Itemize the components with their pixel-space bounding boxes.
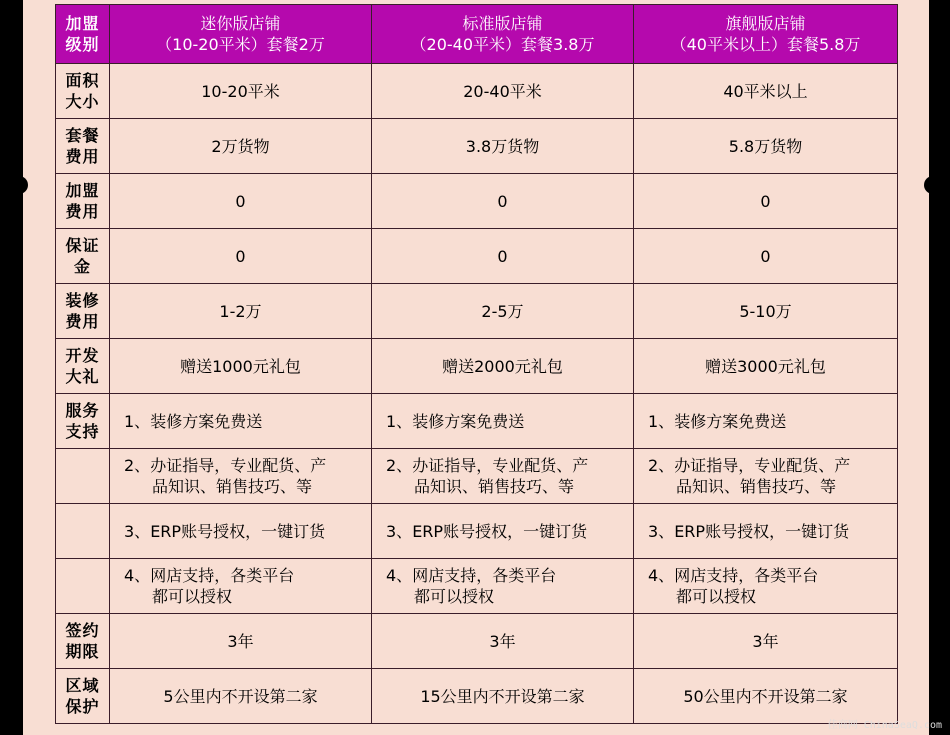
- table-cell: 2-5万: [372, 284, 634, 339]
- table-cell: 5-10万: [634, 284, 898, 339]
- service-cell: 1、装修方案免费送: [372, 394, 634, 449]
- mini-sub: （10-20平米）套餐2万: [156, 35, 325, 54]
- service-cell: 2、办证指导，专业配货、产 品知识、销售技巧、等: [634, 449, 898, 504]
- service-cell: 4、网店支持，各类平台 都可以授权: [634, 559, 898, 614]
- service-row: [56, 504, 898, 559]
- header-label-cell: [56, 5, 110, 64]
- table-cell: 10-20平米: [110, 64, 372, 119]
- row-label: 服务 支持: [56, 394, 110, 449]
- table-cell: 0: [110, 229, 372, 284]
- service-cell: 4、网店支持，各类平台 都可以授权: [372, 559, 634, 614]
- table-row: [56, 229, 898, 284]
- service-row: [56, 559, 898, 614]
- service-row: [56, 449, 898, 504]
- flagship-sub: （40平米以上）套餐5.8万: [670, 35, 861, 54]
- table-cell: 0: [372, 174, 634, 229]
- table-row: [56, 64, 898, 119]
- table-row: [56, 174, 898, 229]
- service-cell: 3、ERP账号授权，一键订货: [634, 504, 898, 559]
- service-cell: 3、ERP账号授权，一键订货: [372, 504, 634, 559]
- service-cell: 3、ERP账号授权，一键订货: [110, 504, 372, 559]
- table-row: [56, 339, 898, 394]
- table-cell: 2万货物: [110, 119, 372, 174]
- table-cell: 20-40平米: [372, 64, 634, 119]
- standard-name: 标准版店铺: [462, 14, 543, 33]
- table-row: [56, 669, 898, 724]
- table-cell: 3.8万货物: [372, 119, 634, 174]
- header-standard: [372, 5, 634, 64]
- header-label-line2: 级别: [65, 35, 100, 54]
- watermark: 佳商网 ChinaSeaQ.com: [827, 720, 942, 731]
- mini-name: 迷你版店铺: [200, 14, 281, 33]
- row-label: 签约 期限: [56, 614, 110, 669]
- franchise-table: [55, 4, 898, 724]
- table-row: [56, 119, 898, 174]
- header-row: [56, 5, 898, 64]
- table-cell: 3年: [110, 614, 372, 669]
- header-label-line1: 加盟: [65, 14, 100, 33]
- service-cell: 2、办证指导，专业配货、产 品知识、销售技巧、等: [110, 449, 372, 504]
- table-cell: 1-2万: [110, 284, 372, 339]
- table-cell: 赠送1000元礼包: [110, 339, 372, 394]
- service-cell: 2、办证指导，专业配货、产 品知识、销售技巧、等: [372, 449, 634, 504]
- service-cell: 1、装修方案免费送: [634, 394, 898, 449]
- table-cell: 15公里内不开设第二家: [372, 669, 634, 724]
- empty-label: [56, 449, 110, 504]
- service-cell: 1、装修方案免费送: [110, 394, 372, 449]
- row-label: 装修 费用: [56, 284, 110, 339]
- row-label: 区域 保护: [56, 669, 110, 724]
- row-label: 加盟 费用: [56, 174, 110, 229]
- table-cell: 3年: [634, 614, 898, 669]
- table-cell: 3年: [372, 614, 634, 669]
- table-cell: 0: [372, 229, 634, 284]
- standard-sub: （20-40平米）套餐3.8万: [410, 35, 595, 54]
- table-cell: 0: [110, 174, 372, 229]
- empty-label: [56, 504, 110, 559]
- service-row: [56, 394, 898, 449]
- table-row: [56, 614, 898, 669]
- table-cell: 5公里内不开设第二家: [110, 669, 372, 724]
- header-mini: [110, 5, 372, 64]
- row-label: 面积 大小: [56, 64, 110, 119]
- table-cell: 0: [634, 174, 898, 229]
- table-cell: 0: [634, 229, 898, 284]
- table-cell: 赠送3000元礼包: [634, 339, 898, 394]
- table-row: [56, 284, 898, 339]
- header-flagship: [634, 5, 898, 64]
- row-label: 套餐 费用: [56, 119, 110, 174]
- service-cell: 4、网店支持，各类平台 都可以授权: [110, 559, 372, 614]
- table-cell: 40平米以上: [634, 64, 898, 119]
- flagship-name: 旗舰版店铺: [725, 14, 806, 33]
- row-label: 保证 金: [56, 229, 110, 284]
- table-cell: 50公里内不开设第二家: [634, 669, 898, 724]
- table-cell: 赠送2000元礼包: [372, 339, 634, 394]
- empty-label: [56, 559, 110, 614]
- row-label: 开发 大礼: [56, 339, 110, 394]
- table-cell: 5.8万货物: [634, 119, 898, 174]
